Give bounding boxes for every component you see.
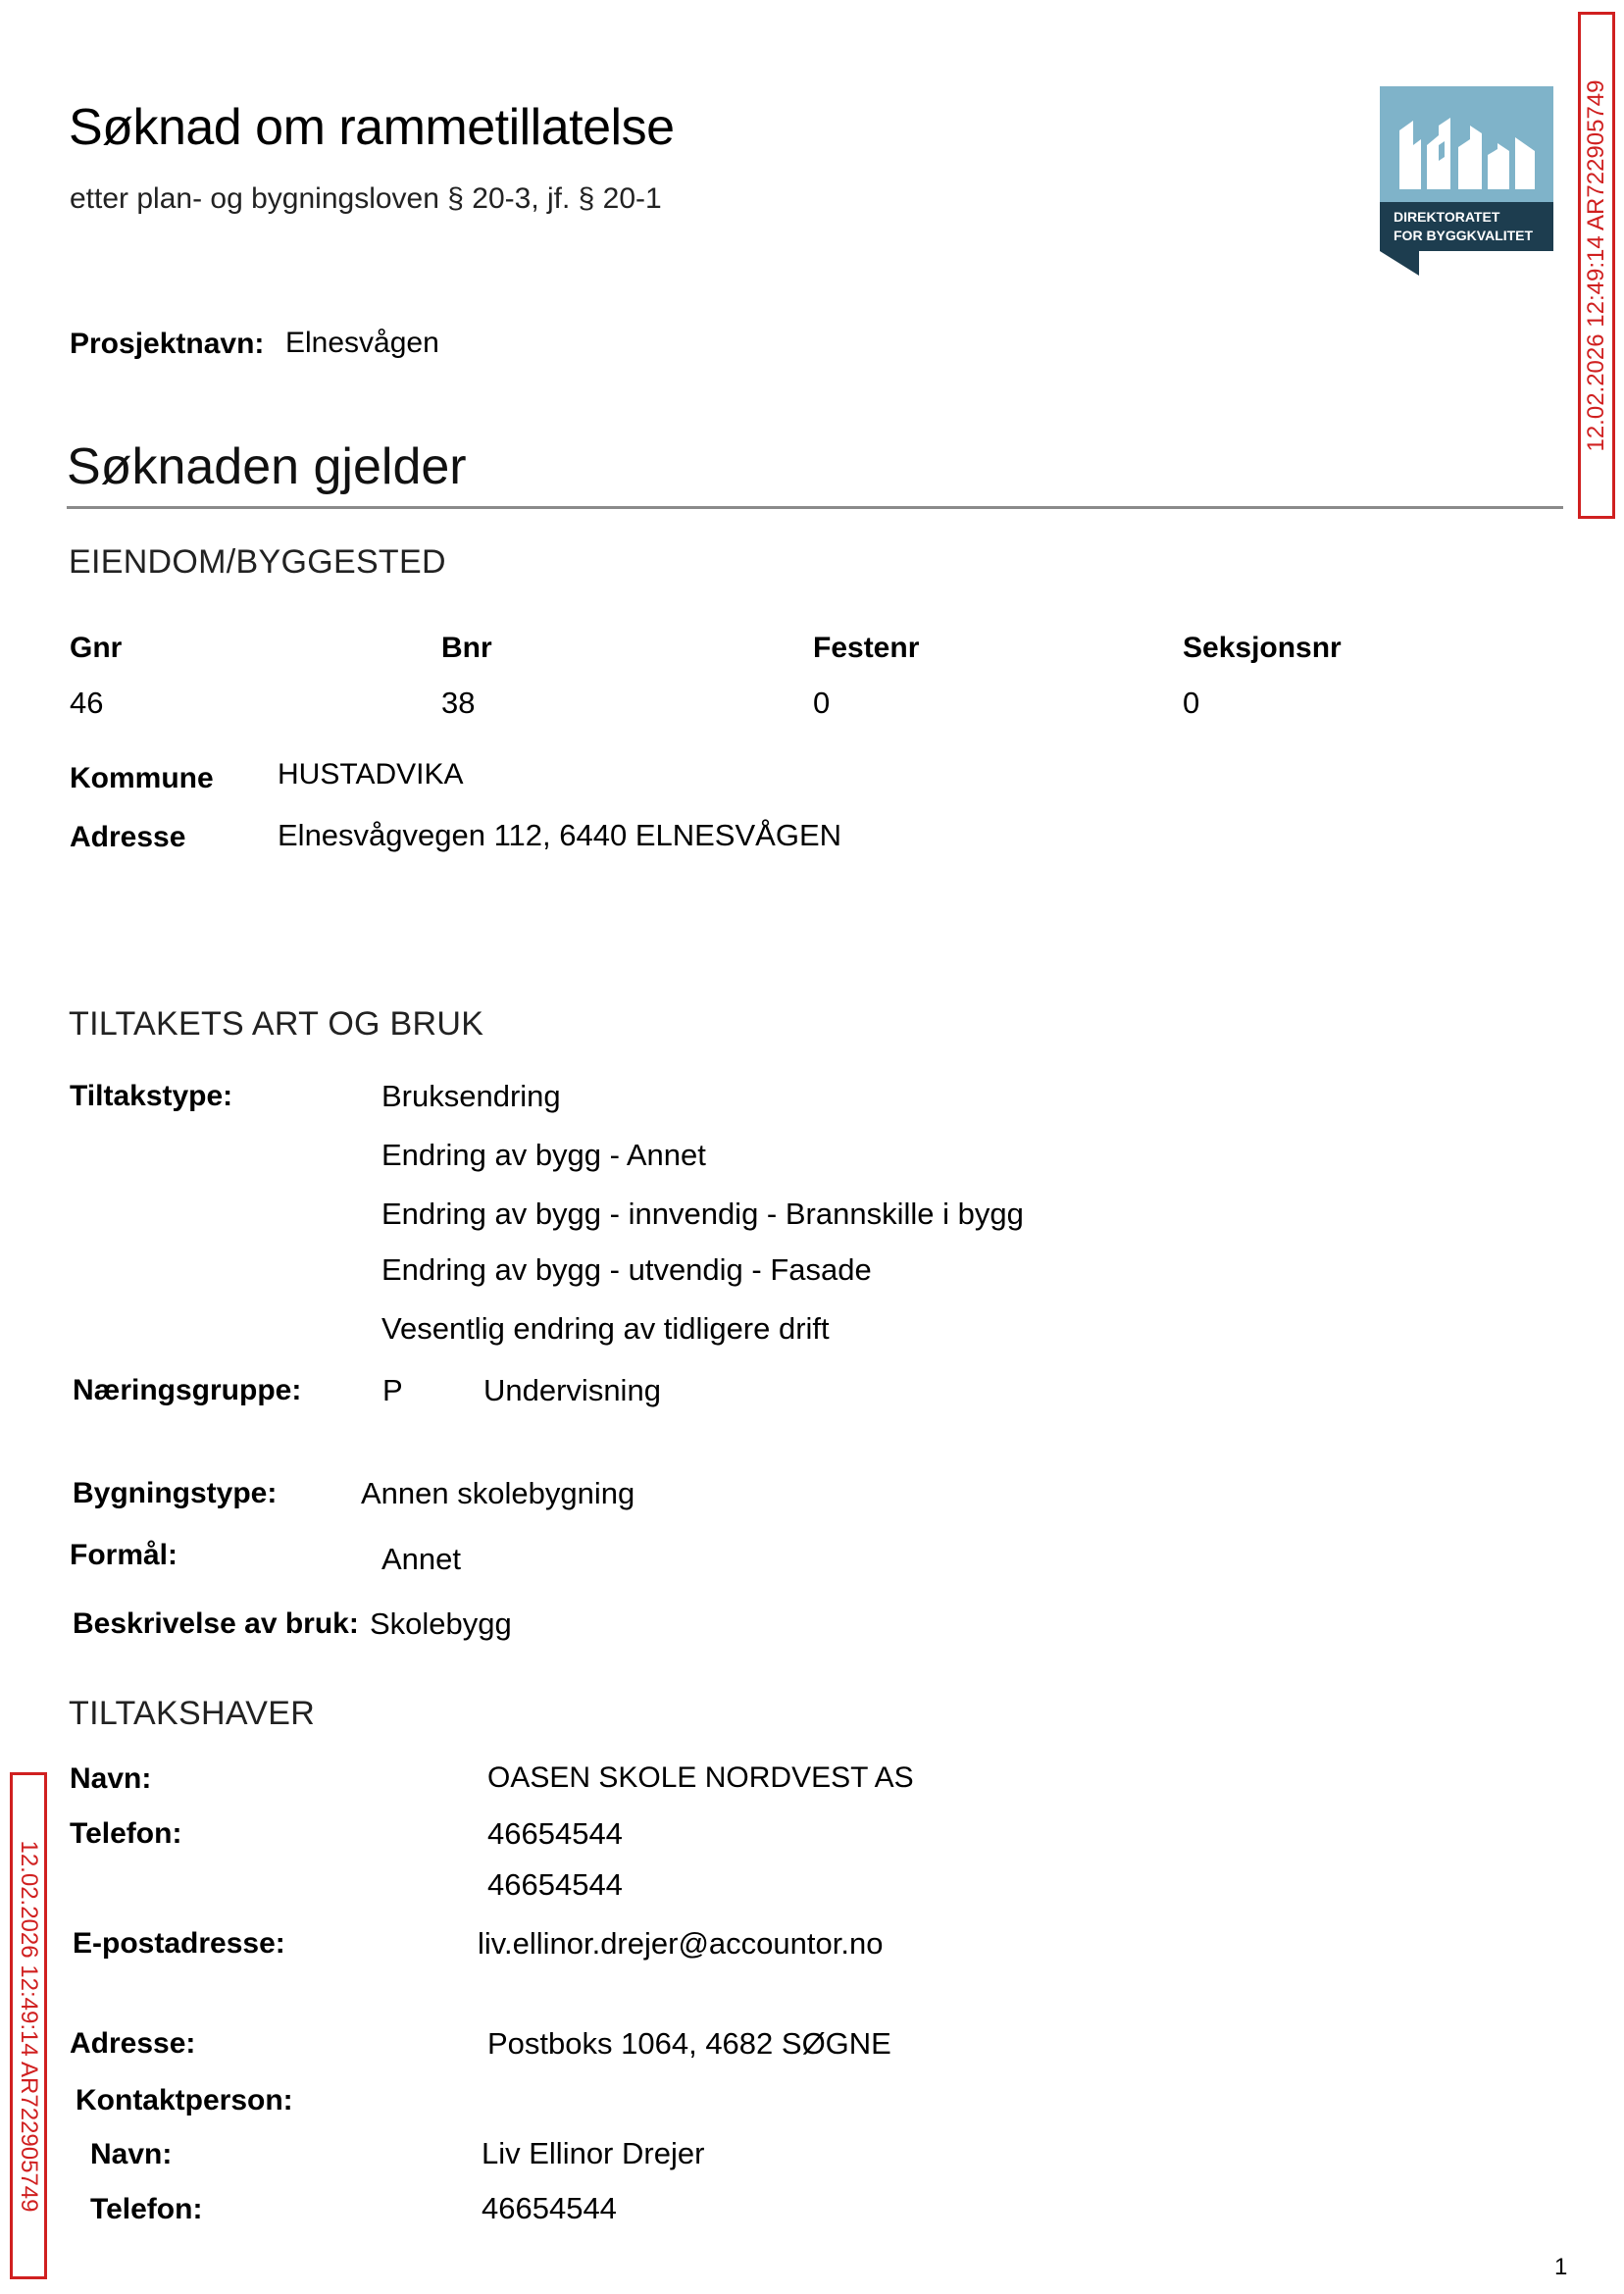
page-number: 1 (1554, 2254, 1568, 2280)
kommune-value: HUSTADVIKA (278, 758, 464, 790)
stamp-text: 12.02.2026 12:49:14 AR722905749 (1583, 78, 1609, 452)
tiltakshaver-heading: TILTAKSHAVER (69, 1695, 316, 1732)
naeringsgruppe-code: P (382, 1373, 403, 1407)
kontakt-telefon-value: 46654544 (482, 2191, 617, 2225)
tiltak-heading: TILTAKETS ART OG BRUK (69, 1005, 484, 1043)
tiltakstype-item: Endring av bygg - utvendig - Fasade (381, 1252, 872, 1287)
seksjonsnr-value: 0 (1183, 686, 1200, 720)
tiltakshaver-navn-value: OASEN SKOLE NORDVEST AS (487, 1761, 914, 1794)
epost-value: liv.ellinor.drejer@accountor.no (478, 1926, 884, 1961)
epost-label: E-postadresse: (73, 1927, 285, 1960)
adresse-label: Adresse (70, 821, 186, 853)
tiltakshaver-telefon-label: Telefon: (70, 1817, 182, 1850)
seksjonsnr-label: Seksjonsnr (1183, 632, 1342, 664)
tiltakshaver-adresse-value: Postboks 1064, 4682 SØGNE (487, 2026, 891, 2061)
kommune-label: Kommune (70, 762, 214, 794)
bnr-label: Bnr (441, 632, 492, 664)
page-title: Søknad om rammetillatelse (69, 99, 675, 156)
beskrivelse-label: Beskrivelse av bruk: (73, 1607, 359, 1640)
tiltakstype-item: Vesentlig endring av tidligere drift (381, 1311, 830, 1346)
tiltakshaver-telefon-value: 46654544 (487, 1867, 623, 1902)
kontakt-telefon-label: Telefon: (90, 2193, 203, 2225)
tiltakstype-item: Bruksendring (381, 1079, 561, 1113)
naeringsgruppe-label: Næringsgruppe: (73, 1374, 302, 1406)
tiltakstype-item: Endring av bygg - innvendig - Brannskille i bygg (381, 1197, 1024, 1231)
festenr-value: 0 (813, 686, 831, 720)
tiltakstype-label: Tiltakstype: (70, 1080, 233, 1112)
archive-stamp-top (1578, 12, 1615, 519)
page-subtitle: etter plan- og bygningsloven § 20-3, jf. § 20-1 (70, 182, 662, 215)
bygningstype-label: Bygningstype: (73, 1477, 278, 1509)
tiltakshaver-navn-label: Navn: (70, 1762, 152, 1795)
stamp-text: 12.02.2026 12:49:14 AR722905749 (16, 1839, 42, 2213)
tiltakstype-item: Endring av bygg - Annet (381, 1138, 706, 1172)
project-label: Prosjektnavn: (70, 328, 265, 360)
project-value: Elnesvågen (285, 327, 439, 359)
logo-line1: DIREKTORATET (1394, 209, 1500, 225)
formal-value: Annet (381, 1542, 462, 1576)
festenr-label: Festenr (813, 632, 920, 664)
naeringsgruppe-value: Undervisning (483, 1373, 661, 1407)
tiltakshaver-telefon-value: 46654544 (487, 1816, 623, 1851)
gnr-label: Gnr (70, 632, 123, 664)
adresse-value: Elnesvågvegen 112, 6440 ELNESVÅGEN (278, 818, 842, 852)
bygningstype-value: Annen skolebygning (361, 1476, 635, 1510)
kontakt-navn-value: Liv Ellinor Drejer (482, 2136, 705, 2170)
property-heading: EIENDOM/BYGGESTED (69, 543, 446, 581)
tiltakshaver-adresse-label: Adresse: (70, 2027, 196, 2060)
bnr-value: 38 (441, 686, 476, 720)
kontakt-navn-label: Navn: (90, 2138, 173, 2170)
formal-label: Formål: (70, 1539, 178, 1571)
gnr-value: 46 (70, 686, 104, 720)
section-title: Søknaden gjelder (67, 438, 467, 495)
kontaktperson-label: Kontaktperson: (76, 2084, 293, 2116)
dibk-logo (1380, 86, 1553, 276)
section-divider (67, 506, 1563, 509)
archive-stamp-left (10, 1772, 47, 2279)
logo-line2: FOR BYGGKVALITET (1394, 228, 1534, 243)
beskrivelse-value: Skolebygg (370, 1606, 512, 1641)
